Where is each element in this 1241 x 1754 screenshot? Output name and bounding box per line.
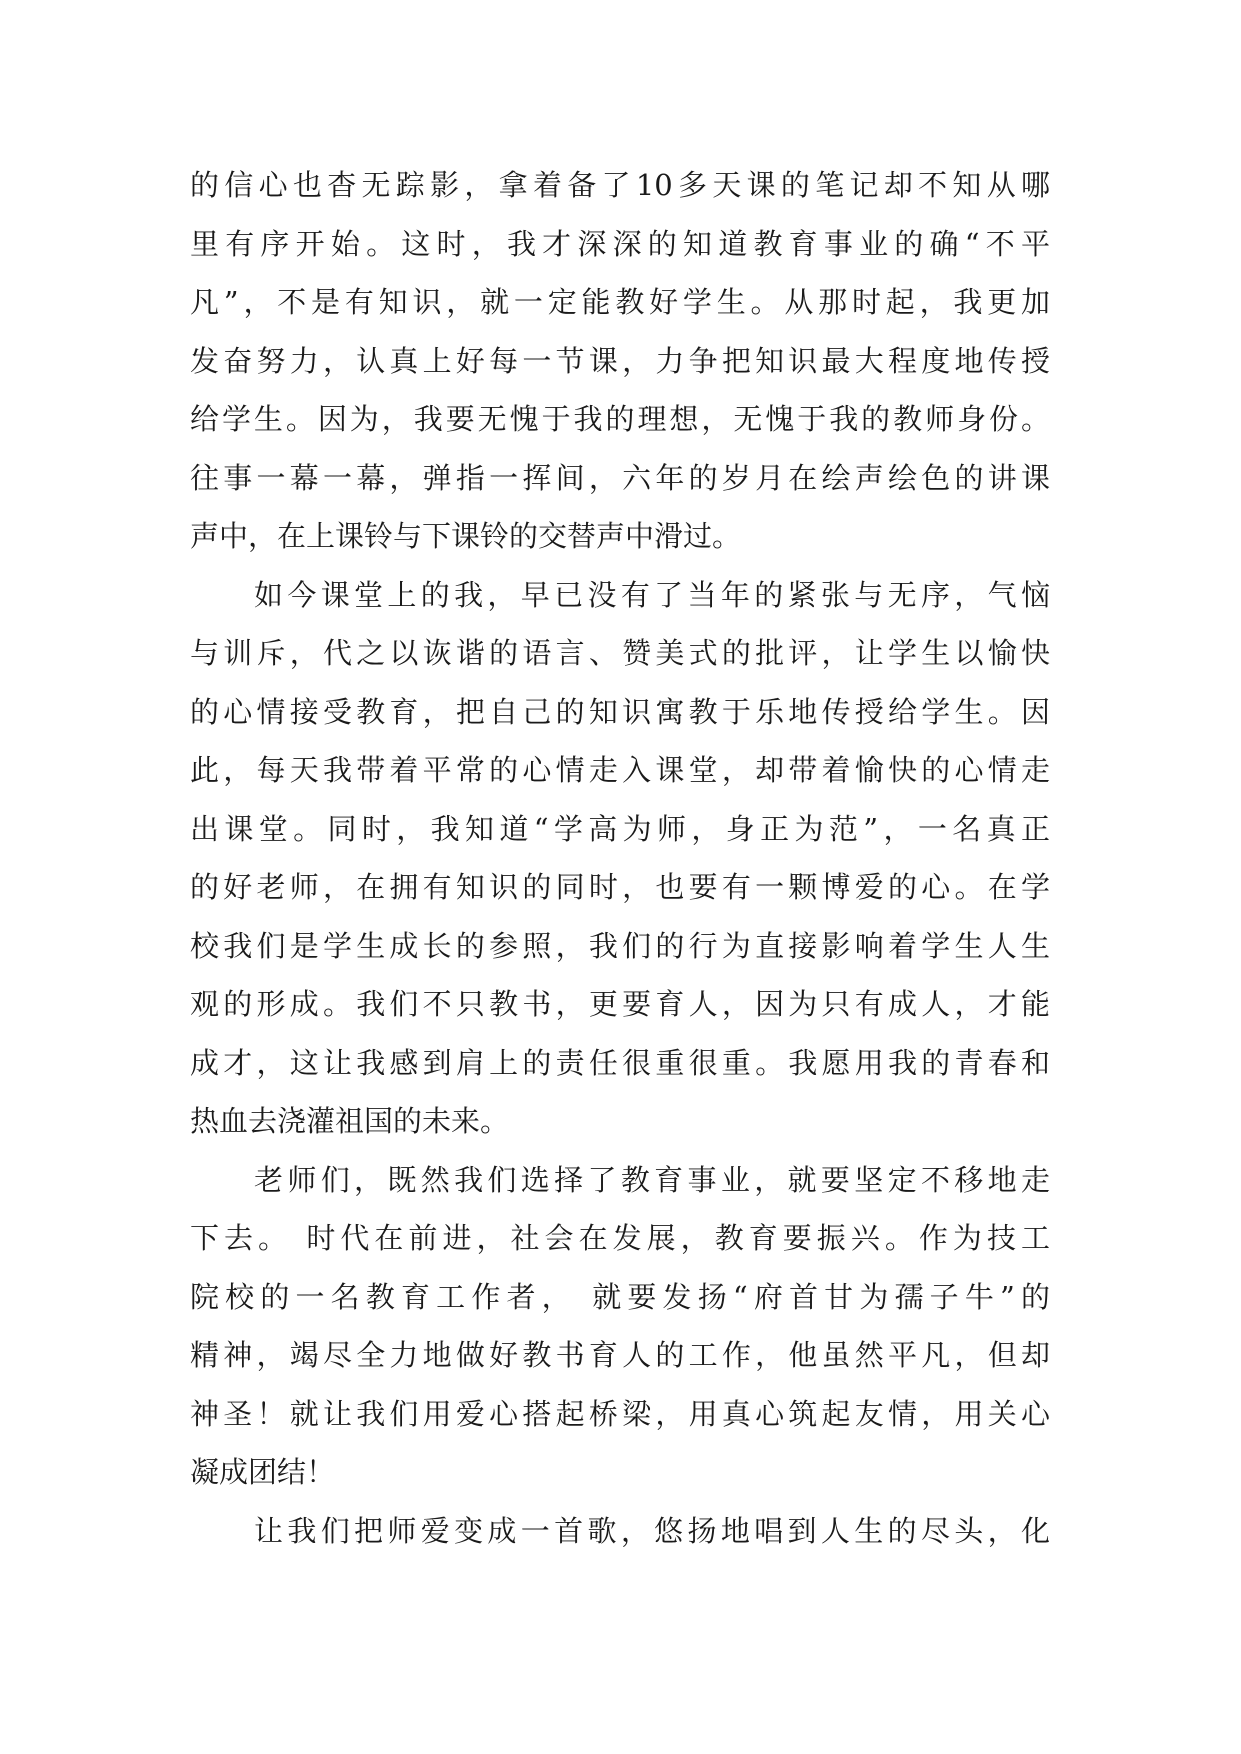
text-line: 让我们把师爱变成一首歌，悠扬地唱到人生的尽头，化 [254, 1513, 1050, 1548]
body-text [190, 156, 1050, 1560]
text-line: 里有序开始。这时，我才深深的知道教育事业的确“不平 [190, 226, 1050, 261]
text-line: 给学生。因为，我要无愧于我的理想，无愧于我的教师身份。 [190, 402, 1050, 436]
text-line: 与训斥，代之以诙谐的语言、赞美式的批评，让学生以愉快 [190, 636, 1050, 670]
text-line: 老师们，既然我们选择了教育事业，就要坚定不移地走 [254, 1162, 1050, 1197]
text-line: 的心情接受教育，把自己的知识寓教于乐地传授给学生。因 [190, 694, 1050, 729]
text-line: 声中，在上课铃与下课铃的交替声中滑过。 [190, 519, 742, 553]
text-line: 成才，这让我感到肩上的责任很重很重。我愿用我的青春和 [190, 1045, 1050, 1080]
text-line: 观的形成。我们不只教书，更要育人，因为只有成人，才能 [190, 987, 1050, 1021]
text-line: 校我们是学生成长的参照，我们的行为直接影响着学生人生 [190, 928, 1050, 963]
text-line: 发奋努力，认真上好每一节课，力争把知识最大程度地传授 [190, 343, 1050, 378]
text-line: 如今课堂上的我，早已没有了当年的紧张与无序，气恼 [254, 577, 1050, 612]
text-line: 神圣！就让我们用爱心搭起桥梁，用真心筑起友情，用关心 [190, 1396, 1050, 1431]
text-line: 下去。 时代在前进，社会在发展，教育要振兴。作为技工 [190, 1221, 1050, 1255]
text-line: 此，每天我带着平常的心情走入课堂，却带着愉快的心情走 [190, 753, 1050, 787]
text-line: 热血去浇灌祖国的未来。 [190, 1104, 510, 1138]
text-line: 往事一幕一幕，弹指一挥间，六年的岁月在绘声绘色的讲课 [190, 460, 1050, 495]
text-line: 凡”，不是有知识，就一定能教好学生。从那时起，我更加 [190, 285, 1050, 319]
text-line: 凝成团结！ [190, 1455, 336, 1489]
text-line: 的好老师，在拥有知识的同时，也要有一颗博爱的心。在学 [190, 870, 1050, 904]
text-line: 的信心也杳无踪影，拿着备了10多天课的笔记却不知从哪 [190, 168, 1050, 202]
text-line: 院校的一名教育工作者， 就要发扬“府首甘为孺子牛”的 [190, 1279, 1050, 1314]
text-line: 精神，竭尽全力地做好教书育人的工作，他虽然平凡，但却 [190, 1338, 1050, 1372]
text-line: 出课堂。同时，我知道“学高为师，身正为范”，一名真正 [190, 811, 1050, 846]
